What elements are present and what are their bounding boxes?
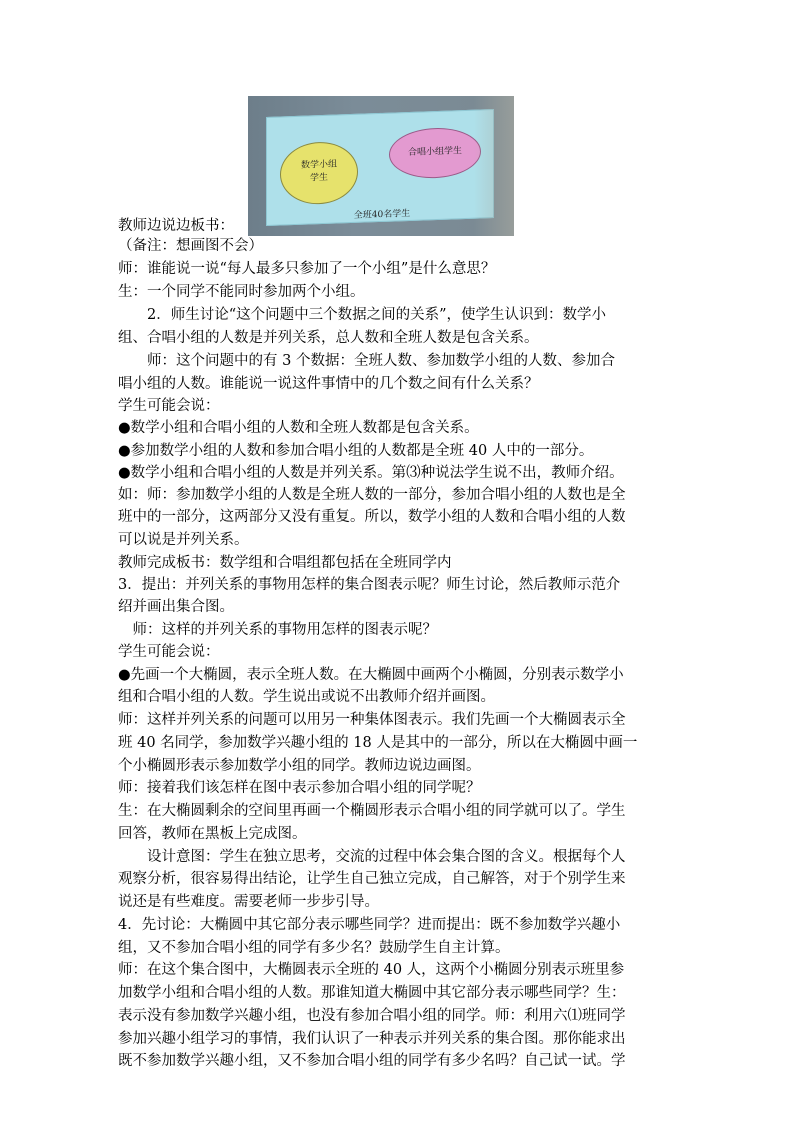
text-line: ●先画一个大椭圆，表示全班人数。在大椭圆中画两个小椭圆，分别表示数学小	[118, 667, 624, 683]
text-line: 个小椭圆形表示参加数学小组的同学。教师边说边画图。	[118, 758, 481, 774]
text-line: 说还是有些难度。需要老师一步步引导。	[118, 894, 379, 910]
text-line: 设计意图：学生在独立思考，交流的过程中体会集合图的含义。根据每个人	[118, 849, 626, 865]
text-line: 唱小组的人数。谁能说一说这件事情中的几个数之间有什么关系？	[118, 376, 539, 392]
text-line: 师：在这个集合图中，大椭圆表示全班的 40 人，这两个小椭圆分别表示班里参	[118, 962, 625, 978]
text-line: 师：这个问题中的有 3 个数据：全班人数、参加数学小组的人数、参加合	[118, 353, 615, 369]
text-line: 组、合唱小组的人数是并列关系，总人数和全班人数是包含关系。	[118, 330, 539, 346]
photo-shade	[474, 96, 514, 236]
text-line: 学生可能会说：	[118, 398, 220, 414]
text-line: 师：这样的并列关系的事物用怎样的图表示呢？	[118, 622, 437, 638]
text-line: 2．师生讨论“这个问题中三个数据之间的关系”，使学生认识到：数学小	[118, 307, 607, 323]
text-line: 教师完成板书：数学组和合唱组都包括在全班同学内	[118, 555, 452, 571]
math-group-label: 数学小组 学生	[300, 159, 337, 184]
text-line: 如：师：参加数学小组的人数是全班人数的一部分，参加合唱小组的人数也是全	[118, 487, 626, 503]
document-page	[118, 96, 688, 1069]
text-line: 组，又不参加合唱小组的同学有多少名？鼓励学生自主计算。	[118, 940, 510, 956]
text-line: 可以说是并列关系。	[118, 532, 249, 548]
text-line: 师：接着我们该怎样在图中表示参加合唱小组的同学呢？	[118, 780, 481, 796]
blackboard	[266, 109, 494, 226]
text-line: 3．提出：并列关系的事物用怎样的集合图表示呢？师生讨论，然后教师示范介	[118, 577, 621, 593]
text-line: 学生可能会说：	[118, 644, 220, 660]
text-line: 组和合唱小组的人数。学生说出或说不出教师介绍并画图。	[118, 689, 495, 705]
text-line: （备注：想画图不会）	[118, 238, 263, 254]
text-line: 绍并画出集合图。	[118, 599, 234, 615]
text-line: 参加兴趣小组学习的事情，我们认识了一种表示并列关系的集合图。那你能求出	[118, 1031, 626, 1047]
text-line: ●数学小组和合唱小组的人数和全班人数都是包含关系。	[118, 420, 479, 436]
text-line: 回答，教师在黑板上完成图。	[118, 826, 307, 842]
choir-group-label: 合唱小组学生	[407, 146, 462, 159]
whole-class-caption: 全班40名学生	[353, 208, 411, 221]
text-line: 观察分析，很容易得出结论，让学生自己独立完成，自己解答，对于个别学生来	[118, 871, 626, 887]
math-group-ellipse	[280, 141, 358, 206]
text-line: ●数学小组和合唱小组的人数是并列关系。第⑶种说法学生说不出，教师介绍。	[118, 465, 624, 481]
text-line: 班 40 名同学，参加数学兴趣小组的 18 人是其中的一部分，所以在大椭圆中画一	[118, 735, 638, 751]
figure-area	[118, 96, 688, 236]
text-line: 生：在大椭圆剩余的空间里再画一个椭圆形表示合唱小组的同学就可以了。学生	[118, 803, 626, 819]
text-line: 表示没有参加数学兴趣小组，也没有参加合唱小组的同学。师：利用六⑴班同学	[118, 1008, 626, 1024]
text-line: 教师边说边板书：	[118, 218, 234, 234]
venn-diagram-photo	[248, 96, 514, 236]
text-line: 既不参加数学兴趣小组，又不参加合唱小组的同学有多少名吗？自己试一试。学	[118, 1053, 626, 1069]
text-line: 师：谁能说一说“每人最多只参加了一个小组”是什么意思？	[118, 261, 496, 277]
text-line: 4．先讨论：大椭圆中其它部分表示哪些同学？进而提出：既不参加数学兴趣小	[118, 917, 621, 933]
choir-group-ellipse	[389, 126, 481, 179]
text-line: 加数学小组和合唱小组的人数。那谁知道大椭圆中其它部分表示哪些同学？生：	[118, 985, 626, 1001]
text-line: 班中的一部分，这两部分又没有重复。所以，数学小组的人数和合唱小组的人数	[118, 509, 626, 525]
text-line: 生：一个同学不能同时参加两个小组。	[118, 284, 365, 300]
text-line: 师：这样并列关系的问题可以用另一种集体图表示。我们先画一个大椭圆表示全	[118, 712, 626, 728]
text-line: ●参加数学小组的人数和参加合唱小组的人数都是全班 40 人中的一部分。	[118, 443, 594, 459]
